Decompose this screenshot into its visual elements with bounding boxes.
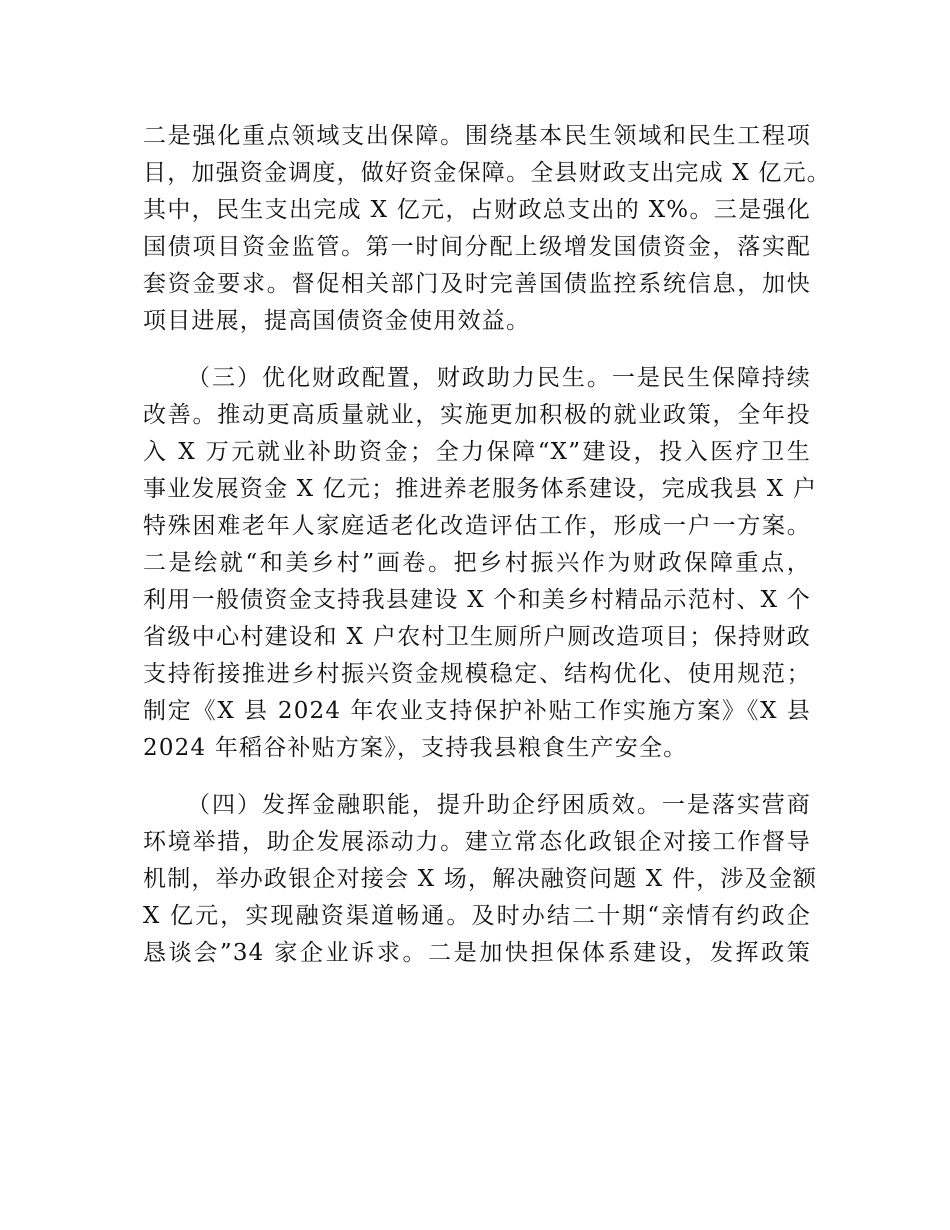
text-line: 环境举措，助企发展添动力。建立常态化政银企对接工作督导 [143,829,811,855]
text-line: 改善。推动更高质量就业，实施更加积极的就业政策，全年投 [143,402,811,428]
text-line: 恳谈会”34 家企业诉求。二是加快担保体系建设，发挥政策 [143,940,811,966]
text-line: 目，加强资金调度，做好资金保障。全县财政支出完成 X 亿元。 [143,160,831,186]
text-line: 省级中心村建设和 X 户农村卫生厕所户厕改造项目；保持财政 [143,624,811,650]
text-line: 利用一般债资金支持我县建设 X 个和美乡村精品示范村、X 个 [143,587,811,613]
text-line: 事业发展资金 X 亿元；推进养老服务体系建设，完成我县 X 户 [143,476,818,502]
text-line: 特殊困难老年人家庭适老化改造评估工作，形成一户一方案。 [143,513,811,539]
text-line: 入 X 万元就业补助资金；全力保障“X”建设，投入医疗卫生 [143,439,811,465]
text-line: 二是强化重点领域支出保障。围绕基本民生领域和民生工程项 [143,123,811,149]
paragraph [143,360,818,767]
text-line: 国债项目资金监管。第一时间分配上级增发国债资金，落实配 [143,234,811,260]
paragraph [143,787,818,972]
text-line: 2024 年稻谷补贴方案》，支持我县粮食生产安全。 [143,735,688,761]
text-line: 其中，民生支出完成 X 亿元，占财政总支出的 X%。三是强化 [143,197,811,223]
text-line: （三）优化财政配置，财政助力民生。一是民生保障持续 [187,365,811,391]
document-body [143,118,831,972]
text-line: 套资金要求。督促相关部门及时完善国债监控系统信息，加快 [143,271,811,297]
paragraph-spacer [143,767,811,787]
text-line: 制定《X 县 2024 年农业支持保护补贴工作实施方案》《X 县 [143,698,811,724]
paragraph [143,118,831,340]
text-line: 二是绘就“和美乡村”画卷。把乡村振兴作为财政保障重点， [143,550,811,576]
paragraph-spacer [143,340,811,360]
text-line: 项目进展，提高国债资金使用效益。 [143,308,531,334]
text-line: 机制，举办政银企对接会 X 场，解决融资问题 X 件，涉及金额 [143,866,818,892]
text-line: X 亿元，实现融资渠道畅通。及时办结二十期“亲情有约政企 [143,903,811,929]
text-line: （四）发挥金融职能，提升助企纾困质效。一是落实营商 [187,792,811,818]
text-line: 支持衔接推进乡村振兴资金规模稳定、结构优化、使用规范； [143,661,811,687]
